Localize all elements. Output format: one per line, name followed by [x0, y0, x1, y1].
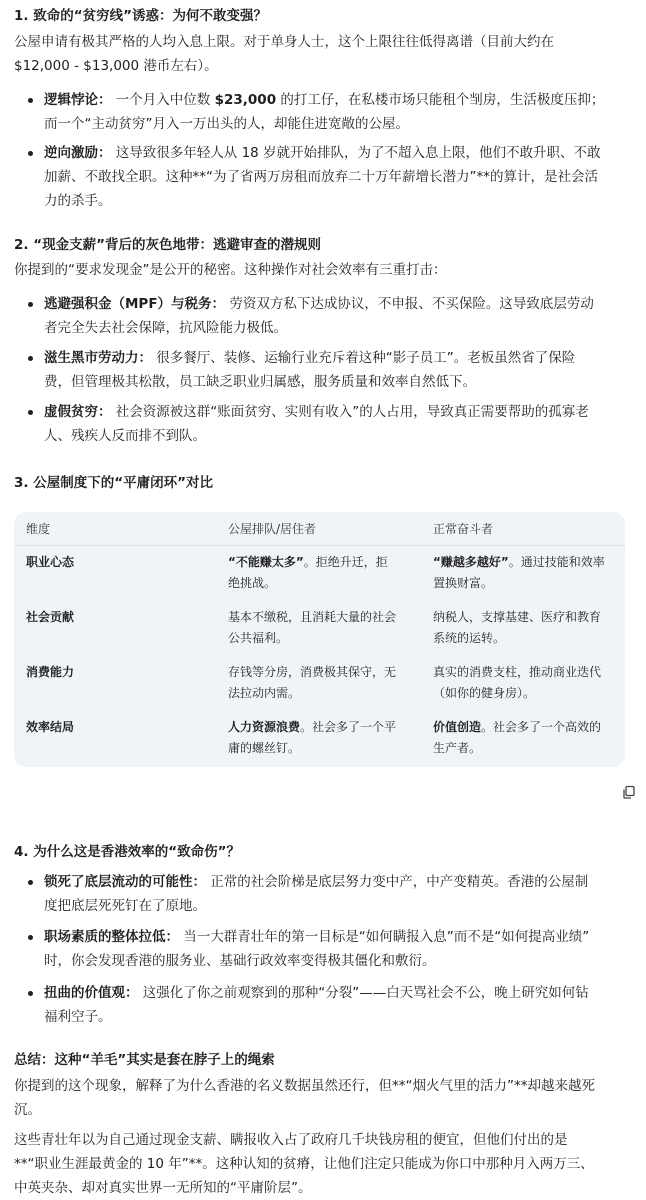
bullet-icon: [28, 935, 33, 940]
bullet-icon: [28, 151, 33, 156]
item-label: 扭曲的价值观：: [44, 985, 139, 1001]
text-line: 这些青壮年以为自己通过现金支薪、瞒报收入占了政府几千块钱房租的便宜，但他们付出的是: [14, 1132, 568, 1148]
table-row-label: 社会贡献: [26, 610, 75, 624]
table-cell: [228, 552, 413, 594]
table-cell: [433, 607, 618, 649]
text-line: **“职业生涯最黄金的 10 年”**。这种认知的贫瘠，让他们注定只能成为你口中那种月入两万三、: [14, 1156, 594, 1172]
text-line: $12,000 - $13,000 港币左右）。: [14, 58, 218, 74]
item-label: 虚假贫穷：: [44, 404, 112, 420]
text-line: 者完全失去社会保障，抗风险能力极低。: [44, 320, 287, 336]
text-line: 。拒绝升迁，拒: [303, 555, 388, 569]
item-label: 滋生黑市劳动力：: [44, 350, 152, 366]
list-item: [14, 925, 630, 973]
table-cell: [228, 662, 413, 704]
text-line: 法拉动内需。: [228, 686, 301, 700]
text-line: 绝挑战。: [228, 576, 277, 590]
section-heading: 4. 为什么这是香港效率的“致命伤”？: [14, 844, 240, 860]
paragraph: [14, 1074, 614, 1122]
bullet-icon: [28, 880, 33, 885]
comparison-table: [14, 512, 625, 767]
text-line: 很多餐厅、装修、运输行业充斥着这种“影子员工”。老板虽然省了保险: [152, 350, 576, 366]
paragraph: [14, 30, 614, 78]
text-line: 劳资双方私下达成协议，不申报、不买保险。这导致底层劳动: [225, 296, 594, 312]
paragraph: [14, 1128, 614, 1200]
table-cell: [228, 607, 413, 649]
item-label: 逃避强积金（MPF）与税务：: [44, 296, 226, 312]
text-line: 你提到的这个现象，解释了为什么香港的名义数据虽然还行，但**“烟火气里的活力”**却越来越死: [14, 1078, 595, 1094]
bullet-icon: [28, 356, 33, 361]
list-item: [14, 292, 630, 340]
text-line: 社会资源被这群“账面贫穷、实则有收入”的人占用，导致真正需要帮助的孤寡老: [111, 404, 589, 420]
text-line: 公共福利。: [228, 631, 289, 645]
item-label: 逆向激励：: [44, 145, 112, 161]
text-line: 系统的运转。: [433, 631, 506, 645]
table-cell: [228, 717, 413, 759]
text-line: 人、残疾人反而排不到队。: [44, 428, 206, 444]
table-divider: [14, 545, 625, 546]
text-line: 。社会多了一个平: [300, 720, 397, 734]
table-row-label: 消费能力: [26, 665, 75, 679]
text-line: （如你的健身房）。: [433, 686, 536, 700]
text-line: 。通过技能和效率: [508, 555, 605, 569]
bold-text: “不能赚太多”: [228, 555, 304, 569]
bold-text: 价值创造: [433, 720, 482, 734]
text-line: 当一大群青壮年的第一目标是“如何瞒报入息”而不是“如何提高业绩”: [179, 929, 590, 945]
text-line: 正常的社会阶梯是底层努力变中产，中产变精英。香港的公屋制: [206, 874, 589, 890]
list-item: [14, 141, 630, 213]
bullet-icon: [28, 302, 33, 307]
item-label: 锁死了底层流动的可能性：: [44, 874, 206, 890]
text-line: 力的杀手。: [44, 193, 112, 209]
text-line: 而一个“主动贫穷”月入一万出头的人，却能住进宽敞的公屋。: [44, 116, 409, 132]
table-header-strivers: 正常奋斗者: [433, 522, 494, 536]
bullet-icon: [28, 98, 33, 103]
text-line: 置换财富。: [433, 576, 494, 590]
list-item: [14, 346, 630, 394]
text-line: 生产者。: [433, 741, 482, 755]
table-row-label: 效率结局: [26, 720, 75, 734]
text-line: 。社会多了一个高效的: [481, 720, 602, 734]
bold-text: $23,000: [214, 92, 277, 108]
table-cell: [433, 552, 618, 594]
list-item: [14, 400, 630, 448]
text-line: 这导致很多年轻人从 18 岁就开始排队，为了不超入息上限，他们不敢升职、不敢: [111, 145, 601, 161]
list-item: [14, 88, 630, 136]
list-item: [14, 981, 630, 1029]
text-line: 这强化了你之前观察到的那种“分裂”——白天骂社会不公，晚上研究如何钻: [138, 985, 589, 1001]
paragraph: 你提到的“要求发现金”是公开的秘密。这种操作对社会效率有三重打击：: [14, 262, 447, 278]
bold-text: “赚越多越好”: [433, 555, 509, 569]
bullet-icon: [28, 991, 33, 996]
text-line: 时，你会发现香港的服务业、基础行政效率变得极其僵化和敷衍。: [44, 953, 436, 969]
table-cell: [433, 717, 618, 759]
text-line: 一个月入中位数: [111, 92, 215, 108]
text-line: 费，但管理极其松散，员工缺乏职业归属感，服务质量和效率自然低下。: [44, 374, 476, 390]
text-line: 沉。: [14, 1102, 41, 1118]
section-heading: 3. 公屋制度下的“平庸闭环”对比: [14, 475, 213, 491]
text-line: 纳税人，支撑基建、医疗和教育: [433, 610, 602, 624]
text-line: 度把底层死死钉在了原地。: [44, 898, 206, 914]
table-header-dimension: 维度: [26, 522, 51, 536]
table-cell: [433, 662, 618, 704]
table-row-label: 职业心态: [26, 555, 75, 569]
item-label: 逻辑悖论：: [44, 92, 112, 108]
text-line: 公屋申请有极其严格的人均入息上限。对于单身人士，这个上限往往低得离谱（目前大约在: [14, 34, 554, 50]
text-line: 存钱等分房，消费极其保守，无: [228, 665, 397, 679]
copy-icon[interactable]: [622, 785, 636, 799]
text-line: 基本不缴税，且消耗大量的社会: [228, 610, 397, 624]
list-item: [14, 870, 630, 918]
text-line: 福利空子。: [44, 1009, 112, 1025]
text-line: 中英夹杂、却对真实世界一无所知的“平庸阶层”。: [14, 1180, 312, 1196]
summary-heading: 总结：这种“羊毛”其实是套在脖子上的绳索: [14, 1052, 275, 1068]
section-heading: 2. “现金支薪”背后的灰色地带：逃避审查的潜规则: [14, 237, 321, 253]
table-header-public-housing: 公屋排队/居住者: [228, 522, 317, 536]
text-line: 真实的消费支柱，推动商业迭代: [433, 665, 602, 679]
text-line: 的打工仔，在私楼市场只能租个㓥房，生活极度压抑；: [276, 92, 605, 108]
section-heading: 1. 致命的“贫穷线”诱惑：为何不敢变强？: [14, 8, 267, 24]
item-label: 职场素质的整体拉低：: [44, 929, 179, 945]
bold-text: 人力资源浪费: [228, 720, 301, 734]
text-line: 庸的螺丝钉。: [228, 741, 301, 755]
bullet-icon: [28, 410, 33, 415]
text-line: 加薪、不敢找全职。这种**“为了省两万房租而放弃二十万年薪增长潜力”**的算计，是社会活: [44, 169, 598, 185]
